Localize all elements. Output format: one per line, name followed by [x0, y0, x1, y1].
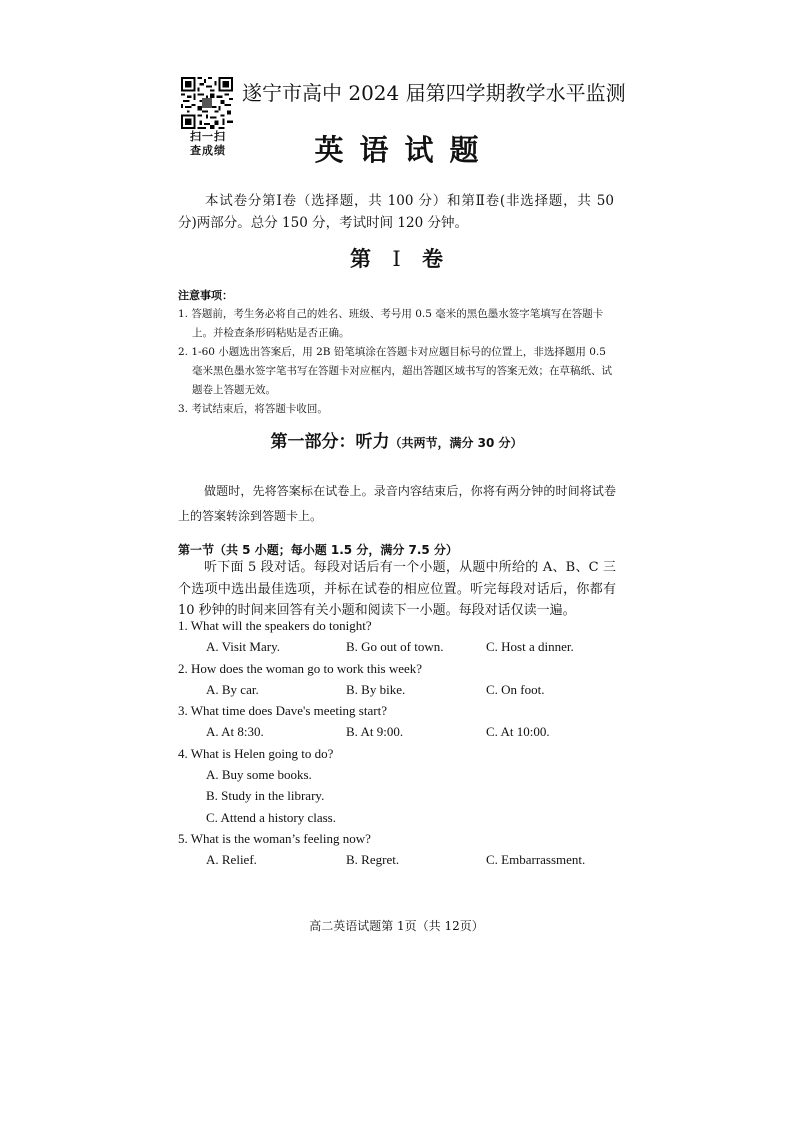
question-options — [178, 849, 618, 870]
option-a: A. By car. — [206, 681, 259, 697]
section1-heading: 第一节（共 5 小题；每小题 1.5 分，满分 7.5 分） — [178, 543, 458, 557]
question-list — [178, 615, 618, 871]
question-stem: 5. What is the woman’s feeling now? — [178, 830, 371, 846]
option-a: A. Relief. — [206, 852, 257, 868]
question-options — [178, 721, 618, 742]
option-c: C. Embarrassment. — [486, 852, 586, 868]
qr-caption-line1: 扫一扫 — [190, 130, 226, 143]
subject-title: 英语试题 — [314, 133, 495, 167]
option-b: B. At 9:00. — [346, 724, 404, 740]
note-item: 2. 1-60 小题选出答案后，用 2B 铅笔填涂在答题卡对应题目标号的位置上，非选择题用 0.5 毫米黑色墨水签字笔书写在答题卡对应框内，超出答题区域书写的答案无效；在草稿纸、试题卷上答题无效。 — [178, 346, 612, 396]
volume-heading-c2: Ⅰ — [392, 247, 401, 271]
volume-heading — [0, 245, 793, 273]
option-b: B. Study in the library. — [206, 788, 325, 804]
question-stem: 4. What is Helen going to do? — [178, 745, 334, 761]
question-options — [178, 636, 618, 657]
part1-intro: 做题时，先将答案标在试卷上。录音内容结束后，你将有两分钟的时间将试卷上的答案转涂到答题卡上。 — [178, 484, 616, 523]
paper-intro: 本试卷分第Ⅰ卷（选择题，共 100 分）和第Ⅱ卷(非选择题，共 50 分)两部分。总分 150 分，考试时间 120 分钟。 — [178, 193, 614, 231]
part1-subtitle: （共两节，满分 30 分） — [389, 436, 523, 450]
option-a: A. At 8:30. — [206, 724, 264, 740]
question-stem: 2. How does the woman go to work this week? — [178, 660, 423, 676]
option-c: C. Host a dinner. — [486, 639, 574, 655]
note-item: 3. 考试结束后，将答题卡收回。 — [178, 403, 328, 415]
option-c: C. On foot. — [486, 681, 545, 697]
option-b: B. By bike. — [346, 681, 406, 697]
option-a: A. Visit Mary. — [206, 639, 280, 655]
volume-heading-c1: 第 — [350, 246, 372, 271]
page-footer: 高二英语试题第 1页（共 12页） — [309, 919, 484, 933]
notes-heading: 注意事项： — [178, 289, 233, 302]
option-b: B. Regret. — [346, 852, 400, 868]
question-stem: 3. What time does Dave's meeting start? — [178, 703, 387, 719]
part1-heading — [0, 430, 793, 455]
volume-heading-c3: 卷 — [421, 246, 443, 271]
qr-caption-line2: 查成绩 — [190, 144, 226, 157]
section1-instructions: 听下面 5 段对话。每段对话后有一个小题，从题中所给的 A、B、C 三个选项中选出最佳选项，并标在试卷的相应位置。听完每段对话后，你都有 10 秒钟的时间来回答有关小题和阅读下一小题。每段对话仅读一遍。 — [178, 560, 616, 618]
option-b: B. Go out of town. — [346, 639, 444, 655]
question-stem: 1. What will the speakers do tonight? — [178, 618, 372, 633]
option-a: A. Buy some books. — [206, 767, 312, 783]
notes-list — [178, 305, 616, 419]
option-c: C. At 10:00. — [486, 724, 550, 740]
option-c: C. Attend a history class. — [206, 809, 336, 825]
question-options — [178, 679, 618, 700]
qr-code-icon[interactable] — [181, 77, 233, 129]
part1-title: 第一部分：听力 — [270, 432, 390, 452]
note-item: 1. 答题前，考生务必将自己的姓名、班级、考号用 0.5 毫米的黑色墨水签字笔填写在答题卡上。并检查条形码粘贴是否正确。 — [178, 308, 604, 339]
exam-title: 遂宁市高中 2024 届第四学期教学水平监测 — [242, 81, 626, 105]
